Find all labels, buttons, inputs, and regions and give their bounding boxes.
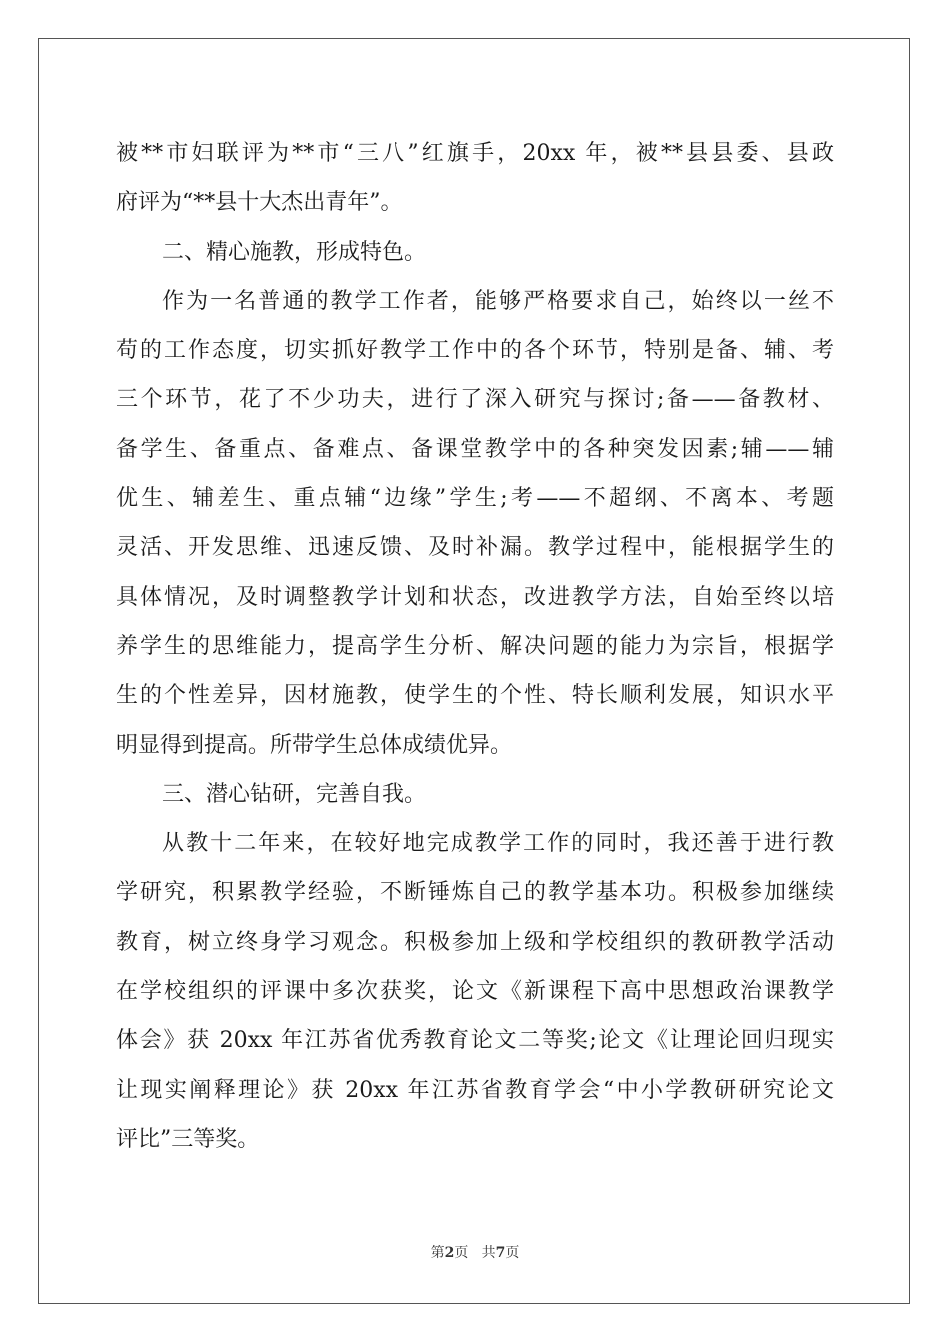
text-line: 明显得到提高。所带学生总体成绩优异。 <box>116 732 513 758</box>
footer-page-number: 2 <box>444 1245 455 1261</box>
text-line: 灵活、开发思维、迅速反馈、及时补漏。教学过程中，能根据学生的 <box>116 535 834 561</box>
text-line: 优生、辅差生、重点辅“边缘”学生;考——不超纲、不离本、考题 <box>116 486 834 512</box>
footer-suffix: 页 <box>505 1245 520 1261</box>
text-line: 三个环节，花了不少功夫，进行了深入研究与探讨;备——备教材、 <box>116 387 834 413</box>
text-line: 具体情况，及时调整教学计划和状态，改进教学方法，自始至终以培 <box>116 584 834 610</box>
text-line: 府评为“**县十大杰出青年”。 <box>116 190 403 216</box>
text-line: 让现实阐释理论》获 20xx 年江苏省教育学会“中小学教研研究论文 <box>116 1077 834 1103</box>
text-line: 苟的工作态度，切实抓好教学工作中的各个环节，特别是备、辅、考 <box>116 338 834 364</box>
text-line: 二、精心施教，形成特色。 <box>162 239 427 265</box>
text-line: 评比”三等奖。 <box>116 1126 260 1152</box>
text-line: 教育，树立终身学习观念。积极参加上级和学校组织的教研教学活动 <box>116 929 834 955</box>
text-line: 养学生的思维能力，提高学生分析、解决问题的能力为宗旨，根据学 <box>116 633 834 659</box>
text-line: 学研究，积累教学经验，不断锤炼自己的教学基本功。积极参加继续 <box>116 880 834 906</box>
text-line: 体会》获 20xx 年江苏省优秀教育论文二等奖;论文《让理论回归现实 <box>116 1028 834 1054</box>
text-line: 作为一名普通的教学工作者，能够严格要求自己，始终以一丝不 <box>162 288 834 314</box>
text-line: 从教十二年来，在较好地完成教学工作的同时，我还善于进行教 <box>162 831 834 857</box>
text-line: 备学生、备重点、备难点、备课堂教学中的各种突发因素;辅——辅 <box>116 436 834 462</box>
text-line: 在学校组织的评课中多次获奖，论文《新课程下高中思想政治课教学 <box>116 979 834 1005</box>
text-line: 生的个性差异，因材施教，使学生的个性、特长顺利发展，知识水平 <box>116 683 834 709</box>
text-line: 被**市妇联评为**市“三八”红旗手，20xx 年，被**县县委、县政 <box>116 141 834 166</box>
footer-total-pages: 7 <box>495 1245 506 1261</box>
footer-mid: 页 共 <box>454 1245 496 1261</box>
text-line: 三、潜心钻研，完善自我。 <box>162 781 427 807</box>
footer-prefix: 第 <box>430 1245 445 1261</box>
document-body <box>116 129 834 1164</box>
page-footer <box>0 1242 950 1262</box>
